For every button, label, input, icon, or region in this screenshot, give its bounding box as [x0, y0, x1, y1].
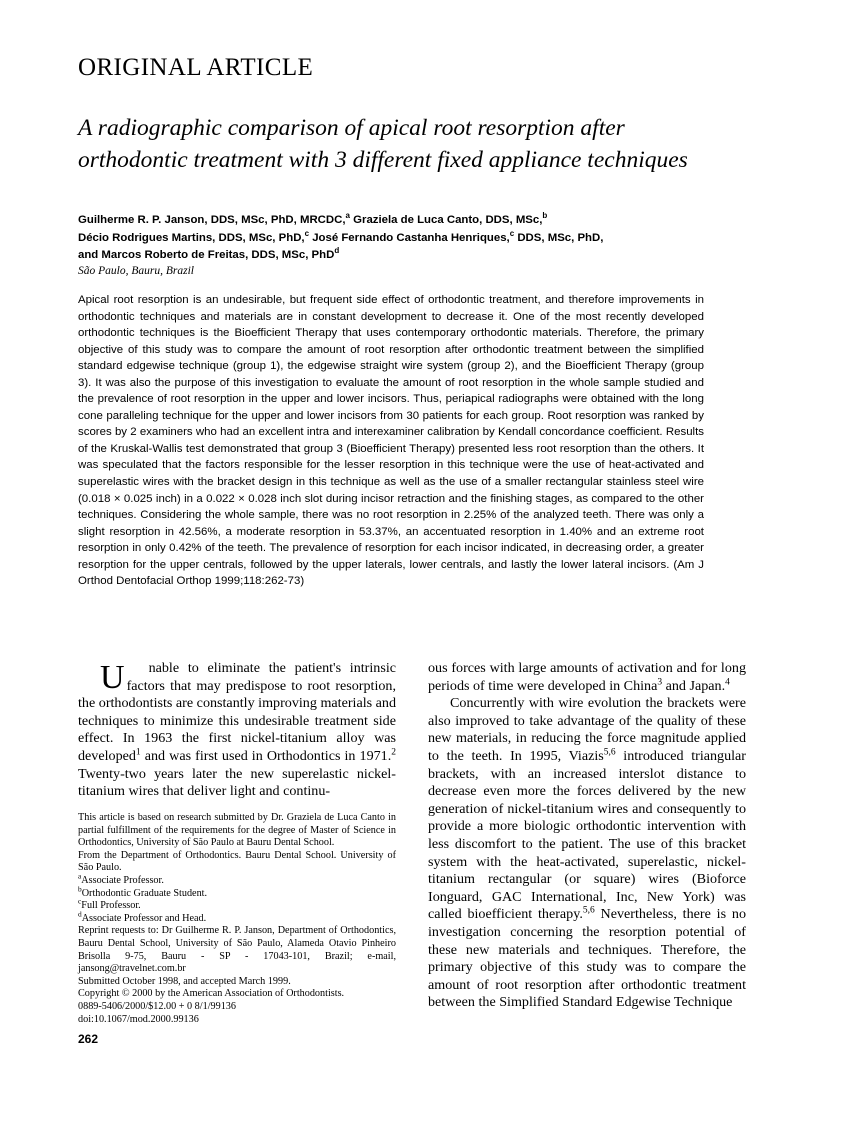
footnote-issn: 0889-5406/2000/$12.00 + 0 8/1/99136 [78, 1000, 236, 1012]
body-paragraph-3-part-b: introduced triangular brackets, with an increased interslot distance to decrease even more the forces delivered by the new generation of nickel-titanium wires and consequently to provide a more biologic orthodontic intervention with less discomfort to the patient. The use of this bracket system with the heat-activated, superelastic, nickel-titanium rectangular (or square) wires (Bioforce Ionguard, GAC International, Inc, New York) was called bioefficient therapy. [428, 747, 746, 923]
body-paragraph-3-part-c: Nevertheless, there is no investigation concerning the resorption potential of these new materials and techniques. Therefore, the primary objective of this study was to compare the amount of root resorption after orthodontic treatment between the Simplified Standard Edgewise Technique [428, 906, 746, 1011]
author-line-1 [78, 212, 768, 230]
author-list [78, 212, 768, 265]
body-column-left [78, 660, 396, 801]
abstract-text: Apical root resorption is an undesirable, but frequent side effect of orthodontic treatment, and therefore improvements in orthodontic techniques and materials are in constant development to decrease it. One of the most recently developed orthodontic techniques is the Bioefficient Therapy that uses contemporary orthodontic materials. Therefore, the primary objective of this study was to compare the amount of root resorption after orthodontic treatment between the simplified standard edgewise technique (group 1), the edgewise straight wire system (group 2), and the Bioefficient Therapy (group 3). It was also the purpose of this investigation to evaluate the amount of root resorption in the whole sample studied and the prevalence of root resorption in the upper and lower incisors. Thus, periapical radiographs were obtained with the long cone paralleling technique for the upper and lower incisors from 30 patients for each group. Root resorption was ranked by scores by 2 examiners who had an excellent intra and interexaminer calibration by Kendall concordance coefficient. Results of the Kruskal-Wallis test demonstrated that group 3 (Bioefficient Therapy) presented less root resorption than the others. It was speculated that the factors responsible for the lesser resorption in this technique were the use of heat-activated and superelastic wires with the bracket design in this technique as well as the use of a smaller rectangular stainless steel wire (0.018 × 0.025 inch) in a 0.022 × 0.028 inch slot during incisor retraction and the finishing stages, as compared to the other techniques. Considering the whole sample, there was no root resorption in 2.25% of the analyzed teeth. There was only a slight resorption in 42.56%, a moderate resorption in 53.37%, an accentuated resorption in 1.40% and an extreme root resorption in only 0.42% of the teeth. The prevalence of resorption for each incisor indicated, in decreasing order, a greater resorption for the upper centrals, followed by the upper laterals, lower centrals, and lastly the lower lateral incisors. (Am J Orthod Dentofacial Orthop 1999;118:262-73) [78, 294, 704, 588]
author-affil-marker-c2: c [509, 228, 515, 238]
footnote-thesis-note: This article is based on research submitted by Dr. Graziela de Luca Canto in partial fulfillment of the requirements for the degree of Master of Science in Orthodontics, University of São Paulo at Bauru Dental School. [78, 812, 396, 849]
footnote-department-note: From the Department of Orthodontics. Bauru Dental School. University of São Paulo. [78, 849, 396, 874]
author-affil-marker-a: a [345, 211, 350, 221]
citation-ref-5-6-a: 5,6 [603, 747, 616, 758]
footnote-d-text: Associate Professor and Head. [81, 912, 207, 924]
footnote-block [78, 812, 396, 1026]
footnote-marker-a: a [78, 871, 82, 881]
author-affil-marker-d: d [334, 246, 340, 256]
body-paragraph-1-part-b: and was first used in Orthodontics in 1971. [140, 747, 392, 764]
author-line-1-text-2: Graziela de Luca Canto, DDS, MSc, [349, 214, 543, 226]
section-label: ORIGINAL ARTICLE [78, 54, 314, 81]
citation-ref-3: 3 [657, 676, 663, 687]
article-title-line-1: A radiographic comparison of apical root resorption after [78, 115, 625, 141]
author-line-2-text-3: DDS, MSc, PhD, [514, 231, 604, 244]
body-paragraph-2 [428, 660, 746, 695]
citation-ref-5-6-b: 5,6 [582, 905, 595, 916]
footnote-a-text: Associate Professor. [81, 874, 164, 886]
author-affil-marker-c1: c [304, 228, 310, 238]
footnote-doi: doi:10.1067/mod.2000.99136 [78, 1013, 199, 1025]
footnote-d [78, 909, 396, 926]
footnote-copyright: Copyright © 2000 by the American Association of Orthodontists. [78, 988, 345, 1000]
footnote-b [78, 884, 396, 901]
article-title-line-2: orthodontic treatment with 3 different fixed appliance techniques [78, 147, 688, 173]
citation-ref-4: 4 [725, 676, 730, 687]
author-line-2-text-2: José Fernando Castanha Henriques, [309, 231, 510, 244]
author-line-1-text: Guilherme R. P. Janson, DDS, MSc, PhD, MRCDC, [78, 214, 346, 226]
author-line-3 [78, 247, 768, 265]
citation-ref-2: 2 [391, 747, 396, 758]
author-affiliation-city: São Paulo, Bauru, Brazil [78, 265, 194, 277]
author-line-2-text: Décio Rodrigues Martins, DDS, MSc, PhD, [78, 231, 305, 244]
citation-ref-1: 1 [135, 747, 141, 758]
footnote-b-text: Orthodontic Graduate Student. [81, 887, 208, 899]
footnote-marker-b: b [78, 884, 82, 894]
author-line-2 [78, 230, 768, 248]
author-affil-marker-b: b [542, 211, 548, 221]
footnote-a [78, 871, 396, 888]
footnote-marker-c: c [78, 896, 82, 906]
footnote-c-text: Full Professor. [81, 900, 141, 912]
body-paragraph-2-part-b: and Japan. [662, 677, 726, 694]
drop-cap: U [100, 659, 125, 696]
body-paragraph-1 [78, 660, 396, 801]
body-paragraph-2-part-a: ous forces with large amounts of activation and for long periods of time were developed in China [428, 660, 746, 694]
article-title [78, 112, 778, 176]
body-paragraph-1-part-a: nable to eliminate the patient's intrinsic factors that may predispose to root resorption, the orthodontists are constantly improving materials and techniques to minimize this undesirable treatment side effect. In 1963 the first nickel-titanium alloy was developed [78, 660, 396, 764]
body-paragraph-3-part-a: Concurrently with wire evolution the brackets were also improved to take advantage of the quality of these new materials, in reducing the force magnitude applied to the teeth. In 1995, Viazis [428, 695, 746, 764]
body-paragraph-3 [428, 695, 746, 1012]
body-paragraph-1-part-c: Twenty-two years later the new superelastic nickel-titanium wires that deliver light and continu- [78, 765, 396, 800]
author-line-3-text: and Marcos Roberto de Freitas, DDS, MSc, PhD [78, 249, 335, 261]
footnote-marker-d: d [78, 909, 82, 919]
body-column-right [428, 660, 746, 1012]
footnote-reprint-requests: Reprint requests to: Dr Guilherme R. P. Janson, Department of Orthodontics, Bauru Dental School, University of São Paulo, Alameda Otavio Pinheiro Brisolla 9-75, Bauru - SP - 17043-101, Brazil; e-mail, jansong@travelnet.com.br [78, 925, 396, 975]
footnote-c [78, 896, 396, 913]
page-number: 262 [78, 1032, 99, 1046]
footnote-submitted-date: Submitted October 1998, and accepted March 1999. [78, 975, 291, 987]
